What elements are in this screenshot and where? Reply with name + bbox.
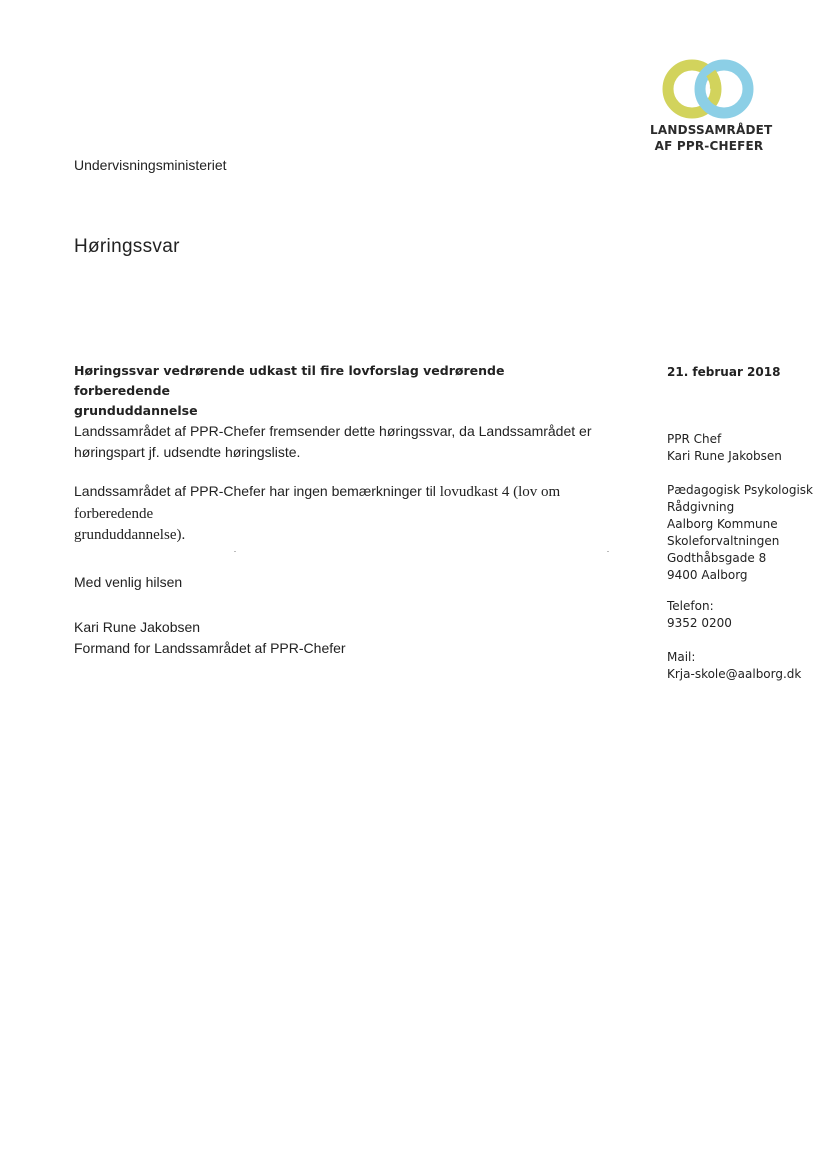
organization-logo — [650, 56, 773, 154]
subject-heading — [74, 361, 574, 421]
mail-label: Mail: — [667, 650, 696, 664]
signer-name: Kari Rune Jakobsen — [74, 619, 201, 635]
paragraph-2-line-1 — [74, 481, 634, 525]
subject-line-1: Høringssvar vedrørende udkast til fire lovforslag vedrørende forberedende — [74, 363, 505, 398]
paragraph-2-line-2: grunduddannelse). — [74, 527, 186, 543]
paragraph-2-text-b: lovudkast 4 (lov om forberedende — [74, 484, 561, 522]
scan-speck — [234, 551, 236, 552]
address-line: 9400 Aalborg — [667, 568, 748, 582]
phone-number: 9352 0200 — [667, 616, 732, 630]
address-line: Rådgivning — [667, 500, 735, 514]
sender-title: PPR Chef — [667, 432, 722, 446]
paragraph-1-line-2: høringspart jf. udsendte høringsliste. — [74, 444, 301, 460]
paragraph-2-text-a: Landssamrådet af PPR-Chefer har ingen bemærkninger til — [74, 483, 436, 499]
sender-title-block — [667, 431, 782, 465]
logo-text-line-1: LANDSSAMRÅDET — [650, 123, 773, 137]
address-line: Godthåbsgade 8 — [667, 551, 767, 565]
sender-address-block — [667, 482, 813, 584]
letter-date: 21. februar 2018 — [667, 365, 781, 379]
recipient: Undervisningsministeriet — [74, 157, 227, 173]
address-line: Skoleforvaltningen — [667, 534, 780, 548]
body-paragraph-1 — [74, 421, 634, 463]
logo-text-line-2: AF PPR-CHEFER — [654, 139, 764, 153]
phone-block — [667, 598, 732, 632]
address-line: Pædagogisk Psykologisk — [667, 483, 813, 497]
scan-speck — [607, 551, 609, 552]
document-title: Høringssvar — [74, 236, 180, 257]
body-paragraph-2 — [74, 481, 634, 546]
sender-name: Kari Rune Jakobsen — [667, 449, 782, 463]
signature-block — [74, 617, 346, 659]
phone-label: Telefon: — [667, 599, 714, 613]
subject-line-2: grunduddannelse — [74, 403, 198, 418]
address-line: Aalborg Kommune — [667, 517, 778, 531]
mail-address: Krja-skole@aalborg.dk — [667, 667, 802, 681]
signer-role: Formand for Landssamrådet af PPR-Chefer — [74, 640, 346, 656]
two-interlocking-rings-logo — [658, 56, 760, 122]
paragraph-1-line-1: Landssamrådet af PPR-Chefer fremsender dette høringssvar, da Landssamrådet er — [74, 423, 592, 439]
mail-block — [667, 649, 801, 683]
closing-greeting: Med venlig hilsen — [74, 574, 183, 590]
